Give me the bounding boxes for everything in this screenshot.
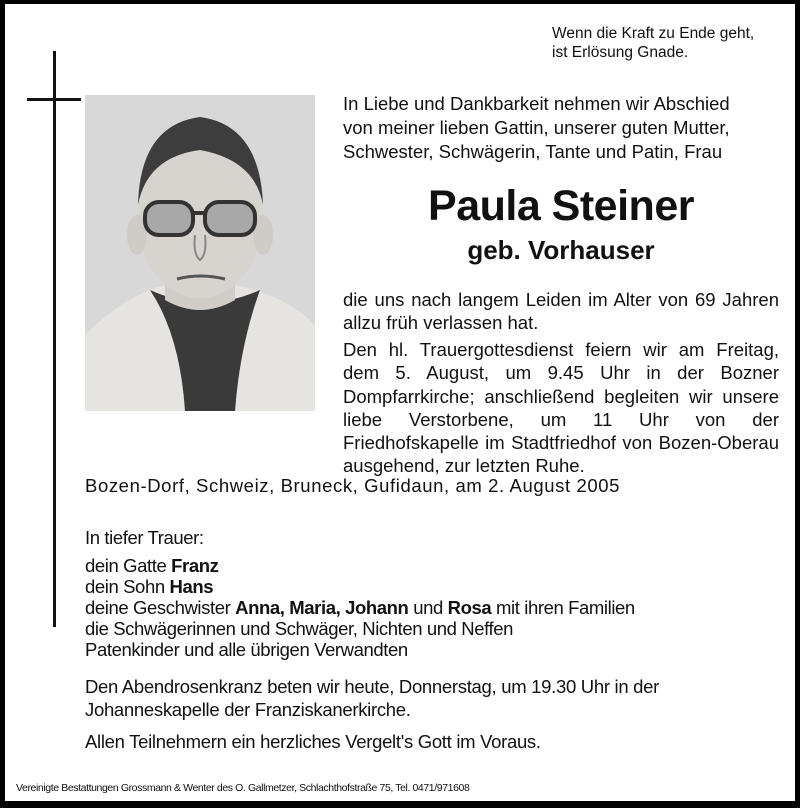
portrait-photo <box>85 95 315 411</box>
mourner-inlaws: die Schwägerinnen und Schwäger, Nichten und Neffen <box>85 618 514 639</box>
mourner-others: Patenkinder und alle übrigen Verwandten <box>85 639 408 660</box>
rosary-notice: Den Abendrosenkranz beten wir heute, Donnerstag, um 19.30 Uhr in der Johanneskapelle der Franziskanerkirche. <box>85 676 660 720</box>
intro-text <box>343 92 779 164</box>
mourners-heading: In tiefer Trauer: <box>85 527 204 548</box>
cross-icon-horizontal <box>27 98 81 101</box>
mourner-name: Rosa <box>447 597 492 618</box>
mourner-label: deine Geschwister <box>85 597 231 618</box>
mourner-label: mit ihren Familien <box>496 597 635 618</box>
mourner-son <box>85 576 635 597</box>
intro-line-1: In Liebe und Dankbarkeit nehmen wir Abschied <box>343 93 730 114</box>
thanks-note: Allen Teilnehmern ein herzliches Vergelt's Gott im Voraus. <box>85 731 541 752</box>
mourner-name: Hans <box>169 576 214 597</box>
mourner-husband <box>85 555 635 576</box>
motto <box>552 24 754 62</box>
body-paragraph-1: die uns nach langem Leiden im Alter von 69 Jahren allzu früh verlassen hat. <box>343 289 779 333</box>
obituary-notice <box>5 4 795 801</box>
portrait-icon <box>85 95 315 411</box>
intro-line-3: Schwester, Schwägerin, Tante und Patin, Frau <box>343 141 723 162</box>
motto-line-1: Wenn die Kraft zu Ende geht, <box>552 25 755 42</box>
motto-line-2: ist Erlösung Gnade. <box>552 44 689 61</box>
funeral-home-footer: Vereinigte Bestattungen Grossmann & Wenter des O. Gallmetzer, Schlachthofstraße 75, Tel. 0471/971608 <box>16 782 470 794</box>
deceased-name: Paula Steiner <box>428 182 694 230</box>
mourner-label: dein Sohn <box>85 576 165 597</box>
place-and-date: Bozen-Dorf, Schweiz, Bruneck, Gufidaun, am 2. August 2005 <box>85 475 621 496</box>
maiden-name: geb. Vorhauser <box>467 235 655 265</box>
mourner-name: Franz <box>171 555 219 576</box>
cross-icon-vertical <box>53 51 56 627</box>
intro-line-2: von meiner lieben Gattin, unserer guten Mutter, <box>343 117 730 138</box>
mourner-name: Anna, Maria, Johann <box>235 597 409 618</box>
mourner-label: dein Gatte <box>85 555 167 576</box>
body-paragraph-2: Den hl. Trauergottesdienst feiern wir am Freitag, dem 5. August, um 9.45 Uhr in der Bozner Dompfarrkirche; anschließend begleiten wir unsere liebe Verstorbene, um 11 Uhr von der Friedhofskapelle im Stadtfriedhof von Bozen-Oberau ausgehend, zur letzten Ruhe. <box>343 339 779 477</box>
mourner-label: und <box>413 597 443 618</box>
mourner-siblings <box>85 597 635 618</box>
mourners-list <box>85 527 635 660</box>
